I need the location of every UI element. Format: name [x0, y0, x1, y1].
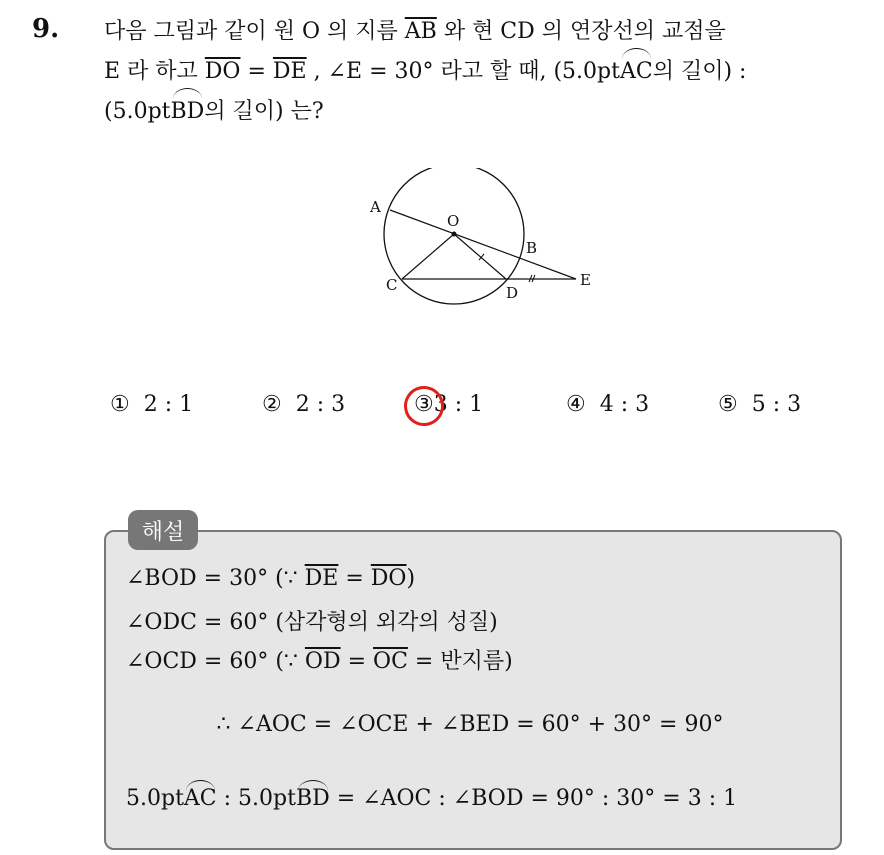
- q-text-segment: =: [240, 59, 273, 84]
- choice-1[interactable]: [110, 392, 193, 417]
- sol-text-segment: = 반지름): [407, 649, 513, 674]
- choice-symbol: ④: [566, 392, 586, 417]
- choice-symbol: ①: [110, 392, 130, 417]
- selected-answer-mark: [400, 382, 447, 429]
- choice-symbol: ②: [262, 392, 282, 417]
- label-b: B: [526, 239, 538, 257]
- question-line-3: [104, 90, 864, 130]
- choice-5[interactable]: [718, 392, 801, 417]
- choice-text: 5 : 3: [751, 392, 802, 417]
- segment-oc: $\overline{OC}$: [373, 649, 408, 674]
- question-line-2: [104, 50, 864, 90]
- arc-ac: AC: [184, 782, 217, 811]
- arc-bd: BD: [171, 90, 205, 130]
- question-number: 9.: [32, 14, 60, 44]
- q-text-segment: , ∠E = 30° 라고 할 때, (5.0pt: [306, 59, 620, 84]
- segment-od: $\overline{OD}$: [304, 649, 341, 674]
- label-e: E: [580, 271, 591, 289]
- arc-ac: AC: [620, 50, 653, 90]
- sol-text-segment: ∠OCD = 60° (∵: [126, 649, 305, 674]
- radius-od: [454, 234, 506, 279]
- solution-line-4: ∴ ∠AOC = ∠OCE + ∠BED = 60° + 30° = 90°: [216, 712, 724, 737]
- choice-text: 2 : 1: [143, 392, 194, 417]
- choice-symbol: ③: [414, 392, 434, 417]
- choice-4[interactable]: [566, 392, 649, 417]
- q-text-segment: 와 현 CD 의 연장선의 교점을: [436, 19, 726, 44]
- q-text-segment: 다음 그림과 같이 원 O 의 지름: [104, 19, 405, 44]
- choice-2[interactable]: [262, 392, 345, 417]
- q-text-segment: E 라 하고: [104, 59, 205, 84]
- label-a: A: [370, 198, 381, 216]
- q-text-segment: (5.0pt: [104, 99, 171, 124]
- sol-text-segment: : 5.0pt: [216, 786, 296, 811]
- answer-choices: [110, 392, 830, 428]
- label-d: D: [506, 284, 519, 302]
- sol-text-segment: ): [406, 566, 416, 591]
- geometry-figure: [360, 168, 610, 308]
- solution-line-5: [126, 782, 737, 811]
- segment-ab: $\overline{AB}$: [404, 19, 437, 44]
- segment-de: $\overline{DE}$: [272, 59, 307, 84]
- arc-bd: BD: [296, 782, 330, 811]
- center-point: [452, 232, 457, 237]
- solution-line-2: ∠ODC = 60° (삼각형의 외각의 성질): [126, 610, 498, 635]
- sol-text-segment: = ∠AOC : ∠BOD = 90° : 30° = 3 : 1: [329, 786, 738, 811]
- label-c: C: [386, 276, 398, 294]
- segment-de: $\overline{DE}$: [304, 566, 339, 591]
- solution-tag: 해설: [128, 510, 198, 550]
- segment-do: $\overline{DO}$: [204, 59, 241, 84]
- choice-text: 2 : 3: [295, 392, 346, 417]
- choice-symbol: ⑤: [718, 392, 738, 417]
- choice-text: 3 : 1: [433, 392, 484, 417]
- sol-text-segment: ∠BOD = 30° (∵: [126, 566, 305, 591]
- diameter-ab-extended: [390, 210, 576, 279]
- question-text: [104, 14, 864, 130]
- solution-line-3: [126, 644, 513, 675]
- solution-line-1: [126, 566, 415, 591]
- q-text-segment: 의 길이) 는?: [204, 99, 324, 124]
- choice-text: 4 : 3: [599, 392, 650, 417]
- q-text-segment: 의 길이) :: [652, 59, 747, 84]
- question-line-1: [104, 14, 864, 50]
- sol-text-segment: 5.0pt: [126, 786, 184, 811]
- segment-do: $\overline{DO}$: [370, 566, 407, 591]
- sol-text-segment: =: [338, 566, 371, 591]
- choice-3[interactable]: [414, 392, 483, 417]
- radius-oc: [402, 234, 454, 279]
- sol-text-segment: =: [340, 649, 374, 674]
- label-o: O: [447, 212, 460, 230]
